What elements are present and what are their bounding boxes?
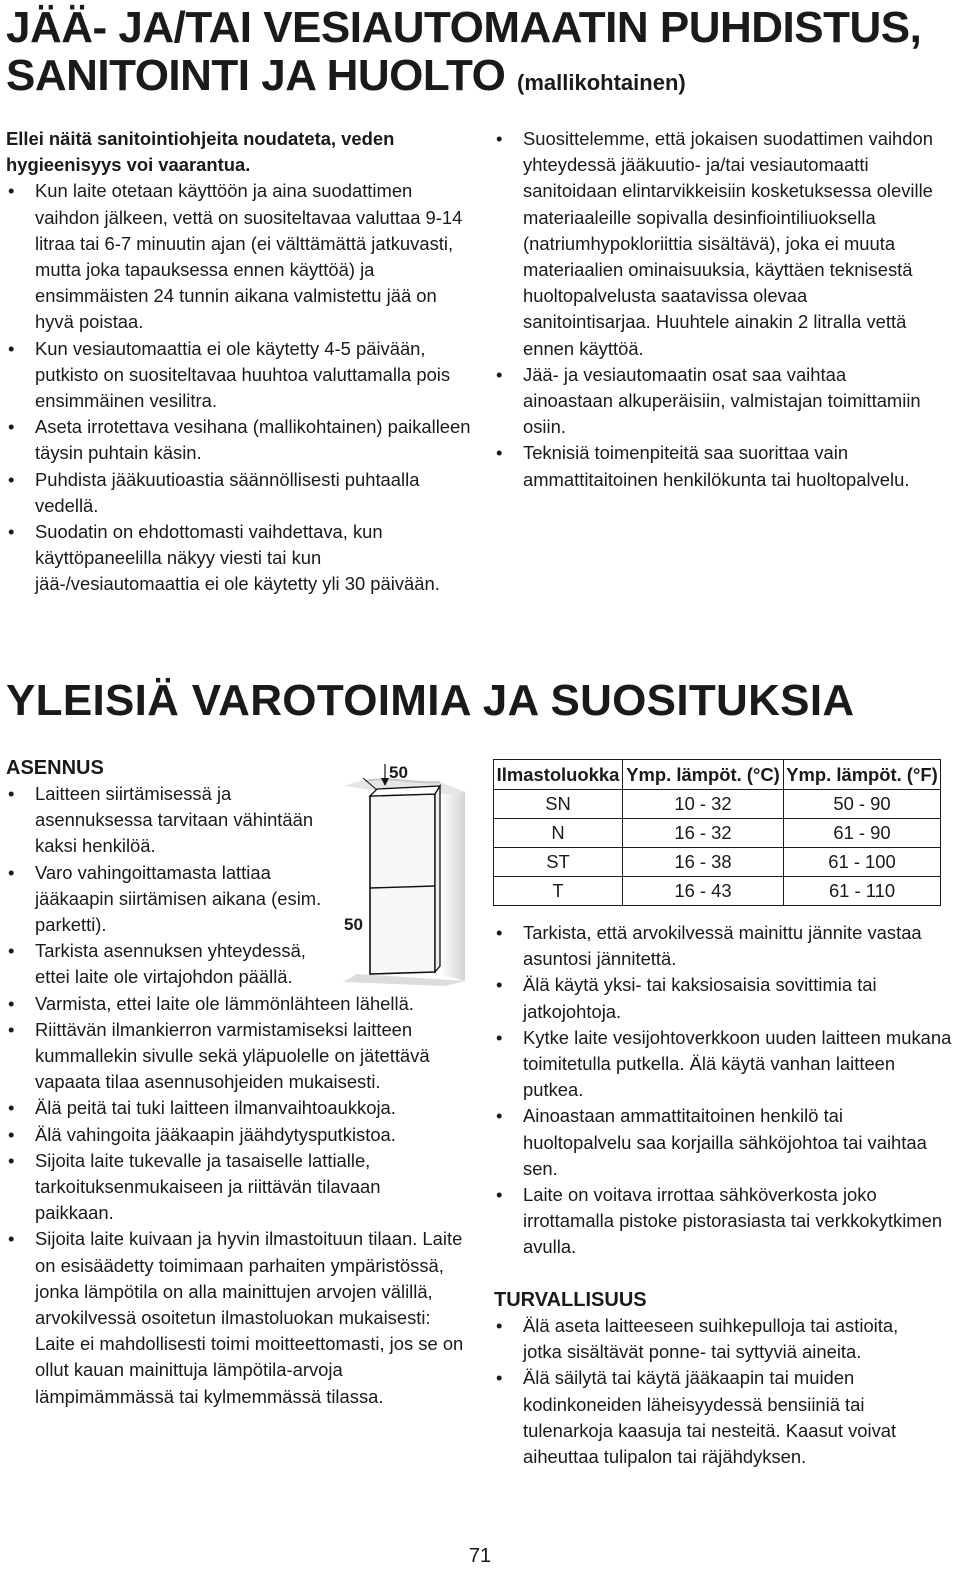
fridge-clearance-figure: [335, 756, 475, 988]
list-item: • Laitteen siirtämisessä ja asennuksessa tarvitaan vähintään kaksi henkilöä.: [6, 781, 325, 860]
installation-heading: ASENNUS: [6, 757, 104, 779]
table-cell: 61 - 110: [784, 877, 941, 906]
maintenance-intro: Ellei näitä sanitointiohjeita noudateta, veden hygieenisyys voi vaarantua.: [6, 128, 395, 176]
list-item: • Älä aseta laitteeseen suihkepulloja tai astioita, jotka sisältävät ponne- tai syttyviä aineita.: [494, 1313, 934, 1365]
page-number: 71: [468, 1545, 492, 1567]
table-cell: 16 - 43: [623, 877, 784, 906]
climate-class-table: [493, 759, 941, 906]
table-cell: 61 - 100: [784, 848, 941, 877]
list-item: • Varo vahingoittamasta lattiaa jääkaapin siirtämisen aikana (esim. parketti).: [6, 860, 325, 939]
maintenance-right-column: [494, 126, 934, 493]
table-row: [494, 790, 941, 819]
table-cell: 16 - 32: [623, 819, 784, 848]
table-cell: 10 - 32: [623, 790, 784, 819]
maintenance-left-column: [6, 126, 476, 598]
table-header-cell: Ymp. lämpöt. (°C): [623, 760, 784, 790]
list-item: • Suosittelemme, että jokaisen suodattimen vaihdon yhteydessä jääkuutio- ja/tai vesiautomaatti sanitoidaan elintarvikkeisiin kosketuksessa oleville materiaaleille sopivalla desinfiointiliuoksella (natriumhypokloriittia sisältävä), joka ei muuta materiaalien ominaisuuksia, käyttäen teknisestä huoltopalvelusta saatavissa olevaa sanitointisarjaa. Huuhtele ainakin 2 litralla vettä ennen käyttöä.: [494, 126, 934, 362]
list-item: • Älä käytä yksi- tai kaksiosaisia sovittimia tai jatkojohtoja.: [494, 972, 954, 1024]
safety-list: [494, 1313, 934, 1470]
table-row: [494, 877, 941, 906]
list-item: • Kun laite otetaan käyttöön ja aina suodattimen vaihdon jälkeen, vettä on suositeltavaa valuttaa 9-14 litraa tai 6-7 minuutin ajan (ei välttämättä jatkuvasti, mutta joka tapauksessa ennen käyttöä) ja ensimmäisten 24 tunnin aikana valmistettu jää on hyvä poistaa.: [6, 178, 476, 335]
table-header-cell: Ymp. lämpöt. (°F): [784, 760, 941, 790]
safety-heading: TURVALLISUUS: [494, 1289, 647, 1311]
list-item: • Tarkista asennuksen yhteydessä, ettei laite ole virtajohdon päällä.: [6, 938, 335, 990]
list-item: • Tarkista, että arvokilvessä mainittu jännite vastaa asuntosi jännitettä.: [494, 920, 954, 972]
top-clearance-label: 50: [389, 763, 408, 782]
list-item: • Varmista, ettei laite ole lämmönlähteen lähellä.: [6, 991, 464, 1017]
table-cell: N: [494, 819, 623, 848]
list-item: • Älä peitä tai tuki laitteen ilmanvaihtoaukkoja.: [6, 1095, 464, 1121]
list-item: • Teknisiä toimenpiteitä saa suorittaa vain ammattitaitoinen henkilökunta tai huoltopalvelu.: [494, 440, 934, 492]
list-item: • Ainoastaan ammattitaitoinen henkilö tai huoltopalvelu saa korjailla sähköjohtoa tai vaihtaa sen.: [494, 1103, 954, 1182]
maintenance-right-list: [494, 126, 934, 493]
list-item: • Kun vesiautomaattia ei ole käytetty 4-5 päivään, putkisto on suositeltavaa huuhtoa valuttamalla pois ensimmäinen vesilitra.: [6, 336, 476, 415]
list-item: • Laite on voitava irrottaa sähköverkosta joko irrottamalla pistoke pistorasiasta tai verkkokytkimen avulla.: [494, 1182, 954, 1261]
list-item: • Aseta irrotettava vesihana (mallikohtainen) paikalleen täysin puhtain käsin.: [6, 414, 476, 466]
table-header-cell: Ilmastoluokka: [494, 760, 623, 790]
table-cell: T: [494, 877, 623, 906]
list-item: • Riittävän ilmankierron varmistamiseksi laitteen kummallekin sivulle sekä yläpuolelle on jätettävä vapaata tilaa asennusohjeiden mukaisesti.: [6, 1017, 464, 1096]
list-item: • Älä vahingoita jääkaapin jäähdytysputkistoa.: [6, 1122, 464, 1148]
table-cell: 16 - 38: [623, 848, 784, 877]
list-item: • Sijoita laite kuivaan ja hyvin ilmastoituun tilaan. Laite on esisäädetty toimimaan parhaiten ympäristössä, jonka lämpötila on alla mainittujen arvojen välillä, arvokilvessä osoitetun ilmastoluokan mukaisesti: Laite ei mahdollisesti toimi moitteettomasti, jos se on ollut kauan mainittuja lämpötila-arvoja lämpimämmässä tai kylmemmässä tilassa.: [6, 1226, 464, 1409]
table-cell: 61 - 90: [784, 819, 941, 848]
section-title: YLEISIÄ VAROTOIMIA JA SUOSITUKSIA: [6, 676, 855, 725]
side-clearance-label: 50: [344, 915, 363, 934]
table-header-row: [494, 760, 941, 790]
table-cell: 50 - 90: [784, 790, 941, 819]
table-row: [494, 819, 941, 848]
list-item: • Sijoita laite tukevalle ja tasaiselle lattialle, tarkoituksenmukaiseen ja riittävän tilavaan paikkaan.: [6, 1148, 464, 1227]
page-title-note: (mallikohtainen): [517, 70, 686, 95]
electrical-list: [494, 920, 954, 1261]
list-item: • Suodatin on ehdottomasti vaihdettava, kun käyttöpaneelilla näkyy viesti tai kun jää-/vesiautomaattia ei ole käytetty yli 30 päivään.: [6, 519, 476, 598]
maintenance-left-list: [6, 178, 476, 597]
list-item: • Jää- ja vesiautomaatin osat saa vaihtaa ainoastaan alkuperäisiin, valmistajan toimittamiin osiin.: [494, 362, 934, 441]
fridge-illustration-icon: [335, 756, 475, 988]
list-item: • Puhdista jääkuutioastia säännöllisesti puhtaalla vedellä.: [6, 467, 476, 519]
page-title-line-1: JÄÄ- JA/TAI VESIAUTOMAATIN PUHDISTUS,: [6, 3, 922, 52]
list-item: • Älä säilytä tai käytä jääkaapin tai muiden kodinkoneiden läheisyydessä bensiiniä tai tulenarkoja kaasuja tai nesteitä. Kaasut voivat aiheuttaa tulipalon tai räjähdyksen.: [494, 1365, 934, 1470]
safety-column: [494, 1287, 934, 1470]
table-cell: SN: [494, 790, 623, 819]
electrical-column: [494, 920, 954, 1261]
table-row: [494, 848, 941, 877]
page-title-line-2: SANITOINTI JA HUOLTO: [6, 51, 506, 100]
list-item: • Kytke laite vesijohtoverkkoon uuden laitteen mukana toimitetulla putkella. Älä käytä vanhan laitteen putkea.: [494, 1025, 954, 1104]
table-cell: ST: [494, 848, 623, 877]
page-title: [6, 4, 921, 107]
